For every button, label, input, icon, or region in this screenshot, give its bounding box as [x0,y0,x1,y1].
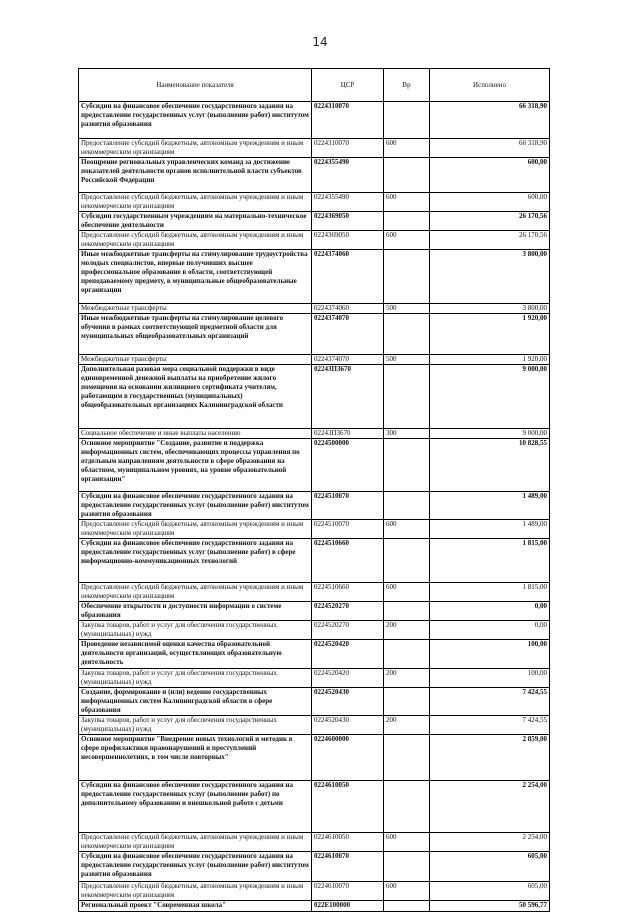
table-header-row [79,69,550,102]
cell-name: Закупка товаров, работ и услуг для обеспечения государственных (муниципальных) нужд [79,669,312,688]
table-row [79,139,550,158]
table-row [79,492,550,520]
cell-name: Субсидии на финансовое обеспечение государственного задания на предоставление государственных услуг (выполнение работ) институтом развития образования [79,492,312,520]
cell-name: Субсидии государственным учреждениям на материально-техническое обеспечение деятельности [79,212,312,231]
cell-amount: 100,00 [430,640,550,669]
cell-amount: 1 815,00 [430,539,550,583]
cell-vr: 200 [384,716,430,735]
cell-csr: 0224520430 [312,716,384,735]
cell-amount: 605,00 [430,852,550,882]
cell-csr: 0224610070 [312,852,384,882]
header-csr: ЦСР [312,69,384,102]
cell-amount: 0,00 [430,602,550,621]
cell-vr [384,640,430,669]
cell-name: Создание, формирование и (или) ведение государственных информационных систем Калининградской области в сфере образования [79,688,312,716]
cell-csr: 0224600000 [312,735,384,781]
table-row [79,882,550,901]
cell-vr: 300 [384,429,430,439]
cell-csr: 0224520270 [312,621,384,640]
cell-name: Социальное обеспечение и иные выплаты населению [79,429,312,439]
cell-vr [384,539,430,583]
table-row [79,640,550,669]
cell-name: Обеспечение открытости и доступности информации о системе образования [79,602,312,621]
cell-csr: 0224510660 [312,583,384,602]
cell-name: Иные межбюджетные трансферты на стимулирование трудоустройства молодых специалистов, впервые получивших высшее профессиональное образование в области, соответствующей преподаваемому предмету, в муниципальные общеобразовательные организации [79,250,312,304]
budget-table [78,68,550,912]
cell-csr: 0224610070 [312,882,384,901]
cell-amount: 26 170,56 [430,212,550,231]
cell-csr: 0224520420 [312,640,384,669]
cell-name: Основное мероприятие "Создание, развитие и поддержка информационных систем, обеспечивающих процессы управления по отдельным направлениям деятельности в сфере образования на областном, муниципальном уровнях, на уровне образовательной организации" [79,439,312,492]
cell-csr: 0224374070 [312,355,384,365]
table-row [79,355,550,365]
cell-amount: 605,00 [430,882,550,901]
cell-vr: 600 [384,139,430,158]
cell-name: Региональный проект "Современная школа" [79,901,312,912]
cell-amount: 600,00 [430,193,550,212]
cell-csr: 0224610050 [312,833,384,852]
cell-amount: 9 000,00 [430,365,550,429]
cell-vr [384,852,430,882]
table-row [79,583,550,602]
cell-name: Поощрение региональных управленческих команд за достижение показателей деятельности органов исполнительной власти субъектов Российской Федерации [79,158,312,193]
table-row [79,439,550,492]
cell-amount: 100,00 [430,669,550,688]
cell-vr [384,439,430,492]
cell-amount: 9 000,00 [430,429,550,439]
cell-vr: 500 [384,304,430,314]
cell-name: Предоставление субсидий бюджетным, автономным учреждениям и иным некоммерческим организациям [79,833,312,852]
cell-csr: 0224520430 [312,688,384,716]
cell-amount: 3 800,00 [430,250,550,304]
cell-name: Предоставление субсидий бюджетным, автономным учреждениям и иным некоммерческим организациям [79,583,312,602]
cell-amount: 2 859,00 [430,735,550,781]
table-row [79,250,550,304]
cell-csr: 02243П3670 [312,365,384,429]
cell-csr: 0224369050 [312,231,384,250]
cell-amount: 1 920,00 [430,355,550,365]
table-row [79,520,550,539]
cell-vr [384,250,430,304]
cell-csr: 0224510070 [312,520,384,539]
cell-amount: 7 424,55 [430,716,550,735]
cell-vr: 600 [384,833,430,852]
table-row [79,852,550,882]
cell-name: Предоставление субсидий бюджетным, автономным учреждениям и иным некоммерческим организациям [79,193,312,212]
header-vr: Вр [384,69,430,102]
header-amount: Исполнено [430,69,550,102]
cell-amount: 2 254,00 [430,781,550,833]
cell-name: Субсидии на финансовое обеспечение государственного задания на предоставление государственных услуг (выполнение работ) по дополнительному образованию и внешкольной работе с детьми [79,781,312,833]
cell-vr [384,314,430,355]
page-number: 14 [312,35,328,49]
cell-vr [384,102,430,139]
cell-vr: 600 [384,520,430,539]
cell-amount: 66 318,90 [430,102,550,139]
table-row [79,716,550,735]
cell-vr [384,492,430,520]
cell-amount: 2 254,00 [430,833,550,852]
cell-name: Субсидии на финансовое обеспечение государственного задания на предоставление государственных услуг (выполнение работ) институтом развития образования [79,852,312,882]
cell-amount: 7 424,55 [430,688,550,716]
table-row [79,193,550,212]
cell-csr: 0224520420 [312,669,384,688]
table-row [79,735,550,781]
table-row [79,429,550,439]
cell-csr: 0224310070 [312,139,384,158]
table-row [79,231,550,250]
cell-csr: 0224610050 [312,781,384,833]
cell-amount: 10 828,55 [430,439,550,492]
cell-amount: 0,00 [430,621,550,640]
table-row [79,901,550,912]
table-row [79,304,550,314]
table-row [79,621,550,640]
cell-vr [384,365,430,429]
cell-csr: 0224374070 [312,314,384,355]
cell-vr: 600 [384,193,430,212]
cell-csr: 0224355490 [312,193,384,212]
cell-vr [384,602,430,621]
cell-name: Проведение независимой оценки качества образовательной деятельности организаций, осуществляющих образовательную деятельность [79,640,312,669]
cell-vr [384,212,430,231]
table-row [79,602,550,621]
cell-name: Предоставление субсидий бюджетным, автономным учреждениям и иным некоммерческим организациям [79,139,312,158]
cell-csr: 02243П3670 [312,429,384,439]
cell-vr [384,901,430,912]
cell-amount: 3 800,00 [430,304,550,314]
cell-csr: 0224500000 [312,439,384,492]
table-body [79,102,550,912]
cell-amount: 600,00 [430,158,550,193]
cell-name: Закупка товаров, работ и услуг для обеспечения государственных (муниципальных) нужд [79,621,312,640]
table-row [79,314,550,355]
cell-amount: 1 489,00 [430,492,550,520]
table-row [79,158,550,193]
cell-csr: 0224355490 [312,158,384,193]
cell-name: Межбюджетные трансферты [79,355,312,365]
cell-vr: 500 [384,355,430,365]
cell-name: Предоставление субсидий бюджетным, автономным учреждениям и иным некоммерческим организациям [79,231,312,250]
cell-csr: 022Е100000 [312,901,384,912]
cell-name: Предоставление субсидий бюджетным, автономным учреждениям и иным некоммерческим организациям [79,520,312,539]
cell-name: Субсидии на финансовое обеспечение государственного задания на предоставление государственных услуг (выполнение работ) институтом развития образования [79,102,312,139]
cell-csr: 0224369050 [312,212,384,231]
table-row [79,781,550,833]
cell-name: Основное мероприятие "Внедрение новых технологий и методик в сфере профилактики правонарушений и преступлений несовершеннолетних, в том числе повторных" [79,735,312,781]
cell-name: Субсидии на финансовое обеспечение государственного задания на предоставление государственных услуг (выполнение работ) в сфере информационно-коммуникационных технологий [79,539,312,583]
cell-name: Предоставление субсидий бюджетным, автономным учреждениям и иным некоммерческим организациям [79,882,312,901]
cell-amount: 1 920,00 [430,314,550,355]
table-row [79,833,550,852]
cell-vr: 600 [384,231,430,250]
cell-vr: 600 [384,882,430,901]
cell-amount: 1 815,00 [430,583,550,602]
cell-vr [384,735,430,781]
cell-amount: 26 170,56 [430,231,550,250]
header-name: Наименование показателя [79,69,312,102]
table-row [79,212,550,231]
cell-name: Дополнительная разовая мера социальной поддержки в виде единовременной денежной выплаты на приобретение жилого помещения на основании жилищного сертификата учителям, работающим в государственных (муниципальных) общеобразовательных организациях Калининградской области [79,365,312,429]
cell-vr [384,688,430,716]
cell-amount: 50 596,77 [430,901,550,912]
cell-csr: 0224520270 [312,602,384,621]
table-row [79,539,550,583]
table-row [79,669,550,688]
cell-amount: 1 489,00 [430,520,550,539]
table-row [79,102,550,139]
cell-vr: 200 [384,669,430,688]
cell-csr: 0224374060 [312,250,384,304]
cell-vr: 600 [384,583,430,602]
cell-name: Закупка товаров, работ и услуг для обеспечения государственных (муниципальных) нужд [79,716,312,735]
cell-csr: 0224510070 [312,492,384,520]
cell-amount: 66 318,90 [430,139,550,158]
table-row [79,688,550,716]
cell-csr: 0224310070 [312,102,384,139]
cell-csr: 0224374060 [312,304,384,314]
cell-vr [384,781,430,833]
cell-name: Межбюджетные трансферты [79,304,312,314]
cell-csr: 0224510660 [312,539,384,583]
cell-name: Иные межбюджетные трансферты на стимулирование целевого обучения в рамках соответствующей предметной области для муниципальных общеобразовательных организаций [79,314,312,355]
table-row [79,365,550,429]
cell-vr: 200 [384,621,430,640]
cell-vr [384,158,430,193]
